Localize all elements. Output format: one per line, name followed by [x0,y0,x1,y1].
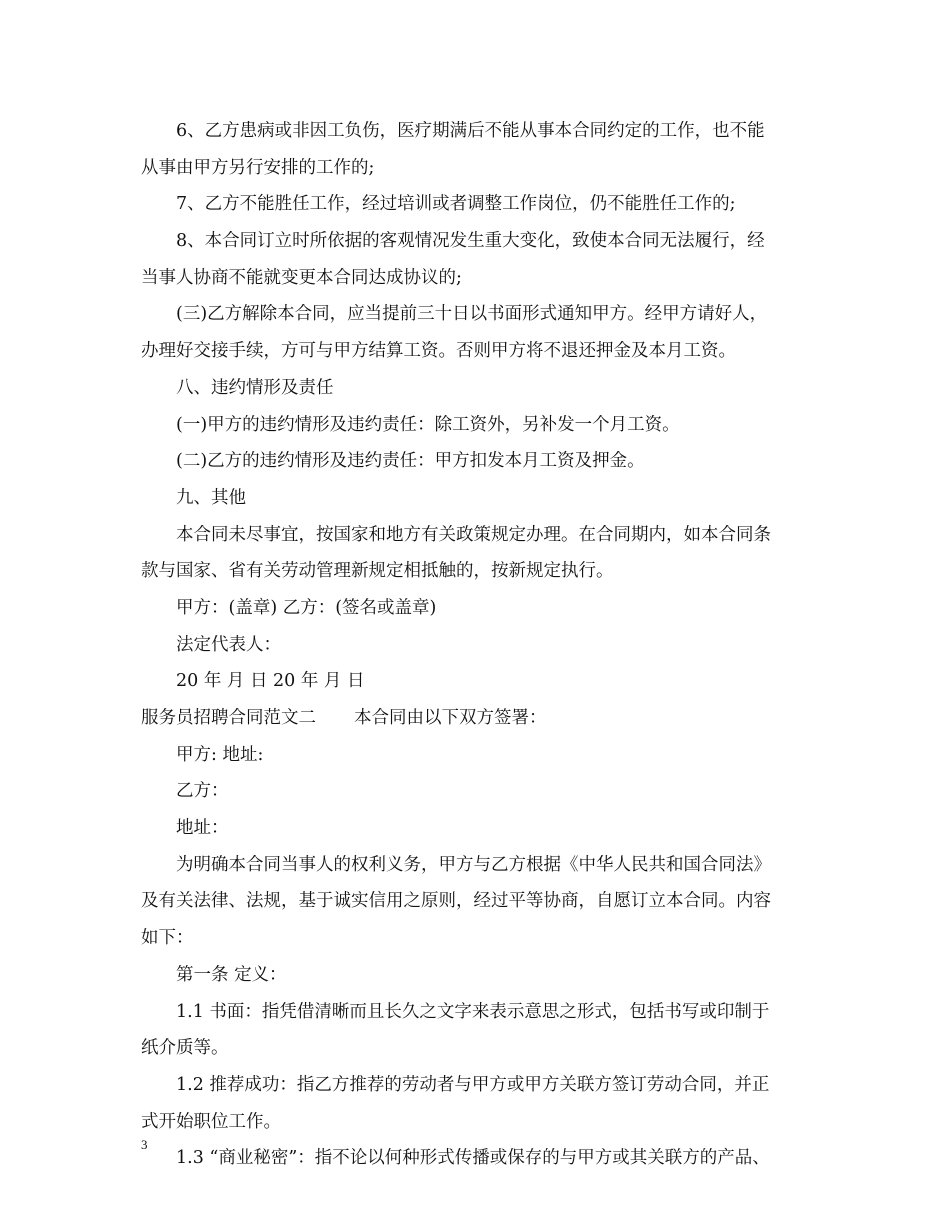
paragraph-line: (三)乙方解除本合同，应当提前三十日以书面形式通知甲方。经甲方请好人， [176,304,768,325]
article-heading: 第一条 定义： [176,964,287,985]
paragraph-line: 款与国家、省有关劳动管理新规定相抵触的，按新规定执行。 [141,561,614,582]
document-body [141,113,821,1177]
paragraph-line: 式开始职位工作。 [141,1111,281,1132]
paragraph-line: 7、乙方不能胜任工作，经过培训或者调整工作岗位，仍不能胜任工作的; [176,194,736,215]
contract-intro: 本合同由以下双方签署： [354,708,547,728]
paragraph-line: 6、乙方患病或非因工负伤，医疗期满后不能从事本合同约定的工作，也不能 [176,121,765,141]
paragraph-line: 1.3 “商业秘密”：指不论以何种形式传播或保存的与甲方或其关联方的产品、 [176,1148,770,1169]
paragraph-line: 及有关法律、法规，基于诚实信用之原则，经过平等协商，自愿订立本合同。内容 [141,891,771,912]
date-line: 20 年 月 日 20 年 月 日 [176,671,365,692]
paragraph-line: 本合同未尽事宜，按国家和地方有关政策规定办理。在合同期内，如本合同条 [176,524,771,545]
paragraph-line: 1.2 推荐成功：指乙方推荐的劳动者与甲方或甲方关联方签订劳动合同，并正 [176,1074,770,1095]
legal-representative-line: 法定代表人： [176,634,281,655]
contract-title: 服务员招聘合同范文二 [141,708,316,728]
paragraph-line: 为明确本合同当事人的权利义务，甲方与乙方根据《中华人民共和国合同法》 [176,854,771,875]
paragraph-line: 办理好交接手续，方可与甲方结算工资。否则甲方将不退还押金及本月工资。 [141,341,736,362]
paragraph-line: 8、本合同订立时所依据的客观情况发生重大变化，致使本合同无法履行，经 [176,231,765,252]
paragraph-line: 如下： [141,928,194,949]
paragraph-line: 纸介质等。 [141,1038,229,1059]
party-a-line: 甲方: 地址: [176,744,264,765]
paragraph-line: (一)甲方的违约情形及违约责任：除工资外，另补发一个月工资。 [176,414,680,435]
section-heading: 九、其他 [176,487,246,508]
paragraph-line: (二)乙方的违约情形及违约责任：甲方扣发本月工资及押金。 [176,451,645,472]
contract-title-line [141,700,821,737]
section-heading: 八、违约情形及责任 [176,377,334,398]
paragraph-line: 1.1 书面：指凭借清晰而且长久之文字来表示意思之形式，包括书写或印制于 [176,1001,770,1022]
page-number: 3 [141,1137,148,1152]
address-line: 地址： [176,818,229,839]
signature-line: 甲方：(盖章) 乙方：(签名或盖章) [176,597,437,618]
paragraph-line: 从事由甲方另行安排的工作的; [141,157,375,178]
party-b-line: 乙方： [176,781,229,802]
paragraph-line: 当事人协商不能就变更本合同达成协议的; [141,267,462,288]
